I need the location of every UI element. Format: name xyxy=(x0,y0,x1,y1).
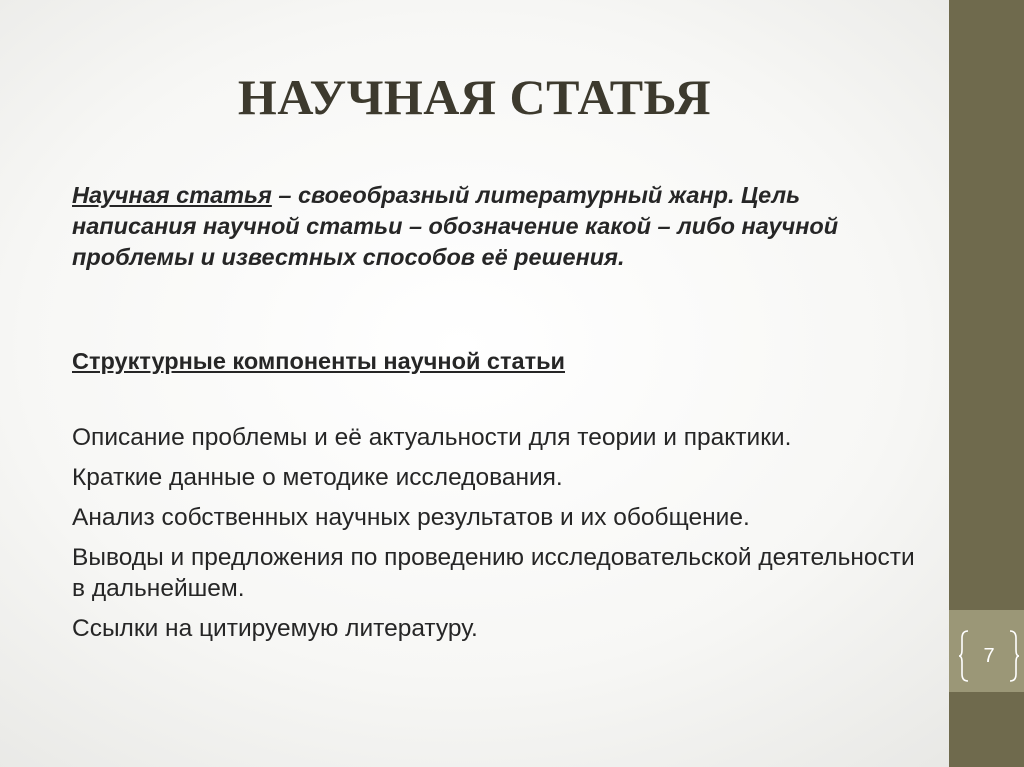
left-brace-icon xyxy=(958,630,970,682)
page-number xyxy=(958,630,1020,682)
definition-term: Научная статья xyxy=(72,182,272,208)
list-item: Выводы и предложения по проведению исследовательской деятельности в дальнейшем. xyxy=(72,544,915,602)
list-item: Анализ собственных научных результатов и их обобщение. xyxy=(72,504,750,531)
right-brace-icon xyxy=(1008,630,1020,682)
list-item: Описание проблемы и её актуальности для теории и практики. xyxy=(72,424,792,451)
page-number-value: 7 xyxy=(983,644,995,667)
definition-text: – своеобразный литературный жанр. Цель написания научной статьи – обозначение какой – либо научной проблемы и известных способов её решения. xyxy=(72,182,839,270)
slide-title: НАУЧНАЯ СТАТЬЯ xyxy=(237,69,712,125)
definition-paragraph xyxy=(72,180,872,273)
list-item: Краткие данные о методике исследования. xyxy=(72,464,563,491)
list-item: Ссылки на цитируемую литературу. xyxy=(72,615,478,642)
components-list xyxy=(72,422,932,653)
structure-heading: Структурные компоненты научной статьи xyxy=(72,348,565,374)
